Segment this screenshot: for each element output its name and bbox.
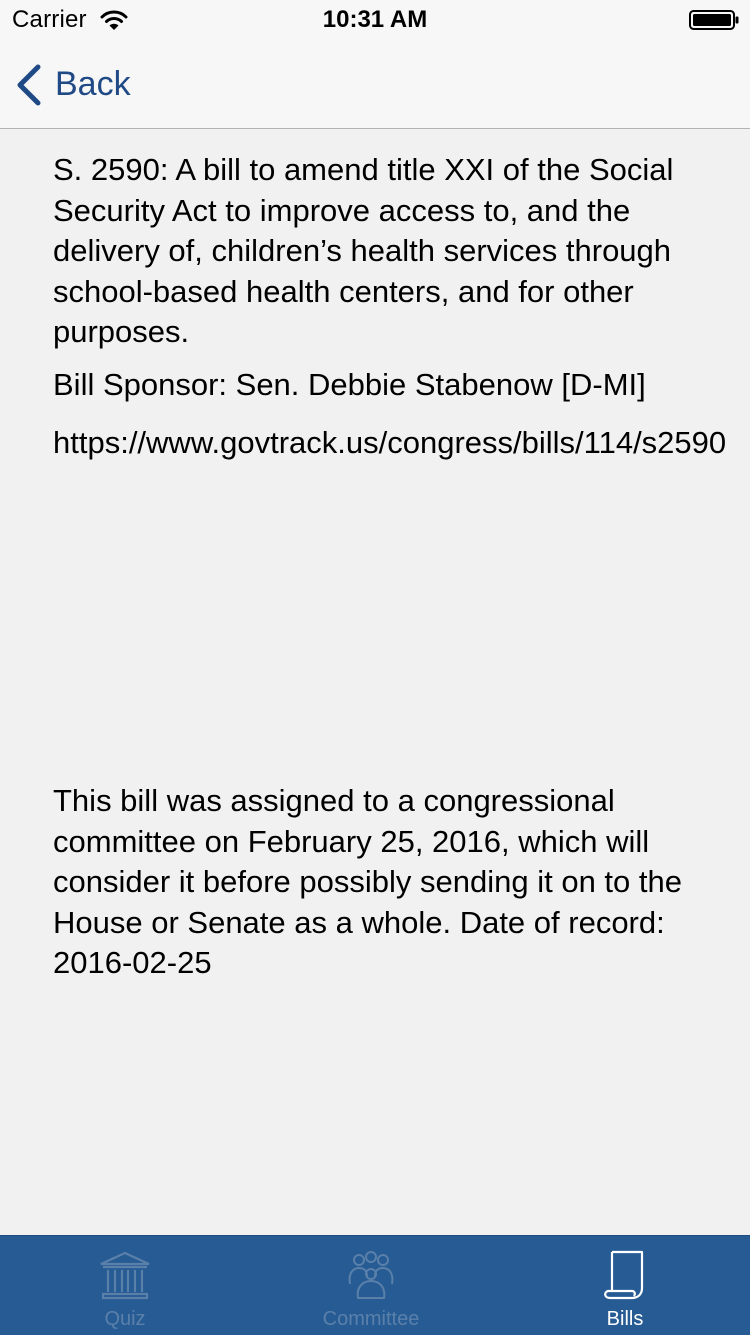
bill-status: This bill was assigned to a congressional committee on February 25, 2016, which will consider it before possibly sending it on to the House or Senate as a whole. Date of record: 2016-02-25 [53, 783, 682, 980]
tab-quiz-label: Quiz [104, 1308, 146, 1330]
back-label: Back [55, 65, 131, 103]
back-button[interactable] [14, 60, 164, 108]
battery-icon [689, 10, 739, 30]
bill-sponsor: Bill Sponsor: Sen. Debbie Stabenow [D-MI] [53, 366, 646, 402]
scroll-document-icon [598, 1250, 652, 1302]
tab-bills-label: Bills [606, 1308, 644, 1330]
bill-detail [53, 150, 743, 464]
bill-url-link[interactable]: https://www.govtrack.us/congress/bills/114/s2590 [53, 425, 727, 460]
back-chevron-icon [14, 64, 44, 106]
status-bar [0, 0, 750, 40]
tab-committee[interactable] [246, 1236, 496, 1335]
tab-bar [0, 1235, 750, 1335]
carrier-label: Carrier [12, 6, 87, 33]
tab-committee-label: Committee [322, 1308, 420, 1330]
bank-building-icon [98, 1250, 152, 1302]
people-group-icon [344, 1250, 398, 1302]
status-time: 10:31 AM [322, 6, 428, 33]
bill-title: S. 2590: A bill to amend title XXI of the Social Security Act to improve access to, and the delivery of, children’s health services through school-based health centers, and for other purposes. [53, 152, 674, 349]
navigation-bar [0, 40, 750, 129]
tab-quiz[interactable] [0, 1236, 250, 1335]
tab-bills[interactable] [500, 1236, 750, 1335]
